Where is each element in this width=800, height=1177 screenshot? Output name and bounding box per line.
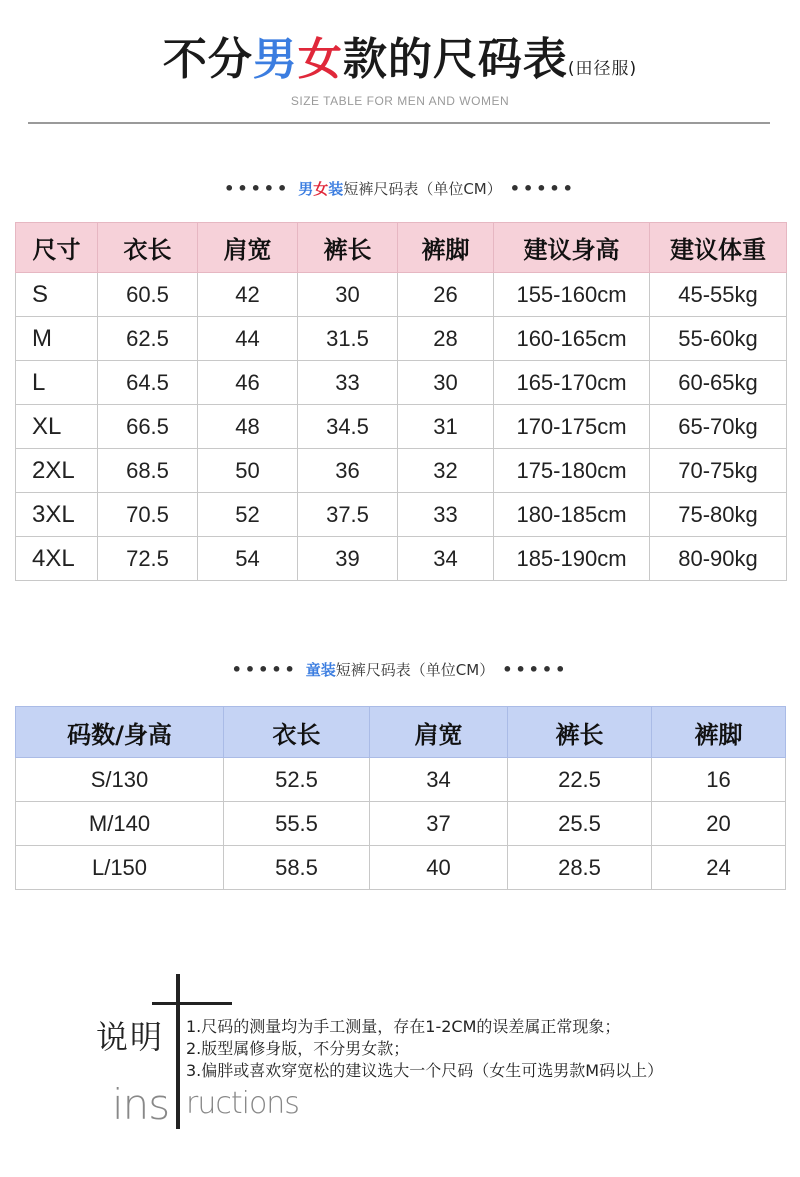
table-cell: 30 [398, 361, 494, 405]
column-header: 建议身高 [494, 223, 650, 273]
title-part2: 款的尺码表 [342, 34, 568, 85]
table-cell: 50 [198, 449, 298, 493]
adult-size-table [15, 222, 787, 581]
title-male: 男 [252, 34, 298, 85]
table-cell: 66.5 [98, 405, 198, 449]
table-row [16, 802, 786, 846]
table-cell: 64.5 [98, 361, 198, 405]
table-cell: 26 [398, 273, 494, 317]
table-row [16, 273, 787, 317]
table-cell: 55.5 [224, 802, 370, 846]
instructions-decor-a: ins [112, 1080, 170, 1129]
label-female: 女 [313, 180, 329, 198]
table-cell: 48 [198, 405, 298, 449]
column-header: 肩宽 [370, 707, 508, 758]
table-cell: 34.5 [298, 405, 398, 449]
column-header: 裤脚 [398, 223, 494, 273]
table-cell: 22.5 [508, 758, 652, 802]
dots-right: ••••• [509, 179, 576, 198]
instructions-decor-b: ructions [186, 1086, 299, 1121]
table-cell: 31 [398, 405, 494, 449]
column-header: 裤长 [298, 223, 398, 273]
table-cell: 46 [198, 361, 298, 405]
table-cell: 185-190cm [494, 537, 650, 581]
table-cell: S/130 [16, 758, 224, 802]
table-cell: 60.5 [98, 273, 198, 317]
table-cell: 20 [652, 802, 786, 846]
title-part1: 不分 [162, 34, 253, 85]
label-male: 男 [298, 180, 314, 198]
subtitle: SIZE TABLE FOR MEN AND WOMEN [290, 94, 510, 108]
table-cell: 72.5 [98, 537, 198, 581]
dots-right: ••••• [502, 660, 569, 679]
table-cell: 170-175cm [494, 405, 650, 449]
kids-section-heading [0, 659, 800, 680]
label-kids: 童装 [305, 661, 336, 679]
table-cell: 180-185cm [494, 493, 650, 537]
table-cell: 32 [398, 449, 494, 493]
table-cell: 33 [398, 493, 494, 537]
table-cell: 28.5 [508, 846, 652, 890]
column-header: 建议体重 [650, 223, 787, 273]
table-cell: 75-80kg [650, 493, 787, 537]
table-cell: 2XL [16, 449, 98, 493]
table-header-row [16, 223, 787, 273]
cross-vertical-line [176, 974, 180, 1129]
label-rest: 短裤尺码表（单位CM） [343, 180, 502, 198]
table-row [16, 449, 787, 493]
table-cell: 31.5 [298, 317, 398, 361]
table-cell: 160-165cm [494, 317, 650, 361]
table-cell: 33 [298, 361, 398, 405]
table-cell: 37 [370, 802, 508, 846]
table-row [16, 361, 787, 405]
table-cell: 70.5 [98, 493, 198, 537]
table-cell: 28 [398, 317, 494, 361]
dots-left: ••••• [224, 179, 291, 198]
table-cell: 60-65kg [650, 361, 787, 405]
table-cell: 45-55kg [650, 273, 787, 317]
table-cell: 34 [398, 537, 494, 581]
table-cell: L/150 [16, 846, 224, 890]
table-row [16, 758, 786, 802]
column-header: 裤脚 [652, 707, 786, 758]
note-line: 2.版型属修身版，不分男女款； [186, 1039, 410, 1058]
table-cell: 68.5 [98, 449, 198, 493]
column-header: 衣长 [98, 223, 198, 273]
table-cell: 62.5 [98, 317, 198, 361]
table-row [16, 846, 786, 890]
table-cell: 80-90kg [650, 537, 787, 581]
table-cell: 58.5 [224, 846, 370, 890]
table-header-row [16, 707, 786, 758]
note-line: 3.偏胖或喜欢穿宽松的建议选大一个尺码（女生可选男款M码以上） [186, 1061, 664, 1080]
table-row [16, 537, 787, 581]
table-cell: XL [16, 405, 98, 449]
table-cell: 52 [198, 493, 298, 537]
table-cell: 37.5 [298, 493, 398, 537]
table-row [16, 317, 787, 361]
table-cell: 165-170cm [494, 361, 650, 405]
table-cell: 44 [198, 317, 298, 361]
column-header: 裤长 [508, 707, 652, 758]
table-cell: 70-75kg [650, 449, 787, 493]
table-cell: L [16, 361, 98, 405]
dots-left: ••••• [231, 660, 298, 679]
table-cell: 34 [370, 758, 508, 802]
title-suffix: (田径服) [567, 59, 638, 79]
table-cell: 25.5 [508, 802, 652, 846]
table-cell: 175-180cm [494, 449, 650, 493]
table-cell: 36 [298, 449, 398, 493]
table-cell: 30 [298, 273, 398, 317]
table-cell: 16 [652, 758, 786, 802]
label-garment: 装 [328, 180, 344, 198]
table-row [16, 493, 787, 537]
adult-section-heading [0, 178, 800, 199]
table-cell: 54 [198, 537, 298, 581]
table-cell: 65-70kg [650, 405, 787, 449]
table-cell: 4XL [16, 537, 98, 581]
notes-list [186, 1016, 663, 1082]
note-line: 1.尺码的测量均为手工测量，存在1-2CM的误差属正常现象； [186, 1017, 621, 1036]
column-header: 肩宽 [198, 223, 298, 273]
table-row [16, 405, 787, 449]
notes-title: 说明 [96, 1018, 165, 1056]
kids-size-table [15, 706, 786, 890]
divider [28, 122, 770, 124]
page-title [0, 32, 800, 97]
table-cell: M/140 [16, 802, 224, 846]
title-female: 女 [297, 34, 343, 85]
table-cell: 155-160cm [494, 273, 650, 317]
table-cell: 55-60kg [650, 317, 787, 361]
table-cell: 3XL [16, 493, 98, 537]
table-cell: 39 [298, 537, 398, 581]
cross-horizontal-line [152, 1002, 232, 1005]
column-header: 码数/身高 [16, 707, 224, 758]
column-header: 衣长 [224, 707, 370, 758]
table-cell: 52.5 [224, 758, 370, 802]
table-cell: 42 [198, 273, 298, 317]
label-rest: 短裤尺码表（单位CM） [335, 661, 495, 679]
table-cell: M [16, 317, 98, 361]
table-cell: 40 [370, 846, 508, 890]
column-header: 尺寸 [16, 223, 98, 273]
table-cell: S [16, 273, 98, 317]
table-cell: 24 [652, 846, 786, 890]
